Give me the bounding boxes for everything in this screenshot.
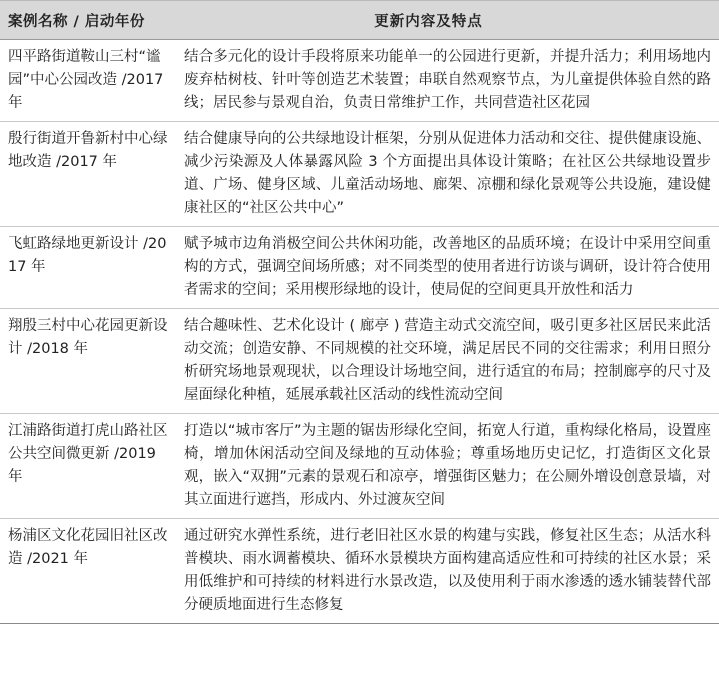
table-row [0, 227, 719, 309]
case-name-cell: 杨浦区文化花园旧社区改造 /2021 年 [8, 528, 168, 567]
table-row [0, 309, 719, 414]
case-content-cell: 结合健康导向的公共绿地设计框架，分别从促进体力活动和交往、提供健康设施、减少污染源及人体暴露风险 3 个方面提出具体设计策略；在社区公共绿地设置步道、广场、健身区域、儿童活动场地、廊架、凉棚和绿化景观等公共设施，建设健康社区的“社区公共中心” [184, 131, 711, 216]
case-name-cell: 四平路街道鞍山三村“谧园”中心公园改造 /2017 年 [8, 49, 164, 111]
case-name-cell: 殷行街道开鲁新村中心绿地改造 /2017 年 [8, 131, 168, 170]
header-update-content: 更新内容及特点 [374, 13, 483, 30]
case-content-cell: 打造以“城市客厅”为主题的锯齿形绿化空间，拓宽人行道，重构绿化格局，设置座椅，增加休闲活动空间及绿地的互动体验；尊重场地历史记忆，打造街区文化景观，嵌入“双拥”元素的景观石和凉亭，增强街区魅力；在公厕外增设创意景墙，对其立面进行遮挡，形成内、外过渡灰空间 [184, 423, 711, 508]
table-row [0, 40, 719, 122]
case-name-cell: 翔殷三村中心花园更新设计 /2018 年 [8, 318, 168, 357]
table-row [0, 519, 719, 624]
case-content-cell: 通过研究水弹性系统，进行老旧社区水景的构建与实践，修复社区生态；从活水科普模块、雨水调蓄模块、循环水景模块方面构建高适应性和可持续的社区水景；采用低维护和可持续的材料进行水景改造，以及使用利于雨水渗透的透水铺装替代部分硬质地面进行生态修复 [184, 528, 711, 613]
table-header [0, 0, 719, 40]
case-content-cell: 结合趣味性、艺术化设计 ( 廊亭 ) 营造主动式交流空间，吸引更多社区居民来此活动交流；创造安静、不同规模的社交环境，满足居民不同的交往需求；利用日照分析研究场地景观现状，以合理设计场地空间，进行适宜的布局；控制廊亭的尺寸及屋面绿化种植，延展承载社区活动的线性流动空间 [184, 318, 711, 403]
case-name-cell: 江浦路街道打虎山路社区公共空间微更新 /2019 年 [8, 423, 168, 485]
case-name-cell: 飞虹路绿地更新设计 /2017 年 [8, 236, 167, 275]
case-content-cell: 结合多元化的设计手段将原来功能单一的公园进行更新，并提升活力；利用场地内废弃枯树枝、针叶等创造艺术装置；串联自然观察节点，为儿童提供体验自然的路线；居民参与景观自治，负责日常维护工作，共同营造社区花园 [184, 49, 711, 111]
table-row [0, 122, 719, 227]
table-row [0, 414, 719, 519]
header-case-name: 案例名称 / 启动年份 [8, 13, 145, 30]
case-content-cell: 赋予城市边角消极空间公共休闲功能，改善地区的品质环境；在设计中采用空间重构的方式，强调空间场所感；对不同类型的使用者进行访谈与调研，设计符合使用者需求的空间；采用楔形绿地的设计，使局促的空间更具开放性和活力 [184, 236, 711, 298]
